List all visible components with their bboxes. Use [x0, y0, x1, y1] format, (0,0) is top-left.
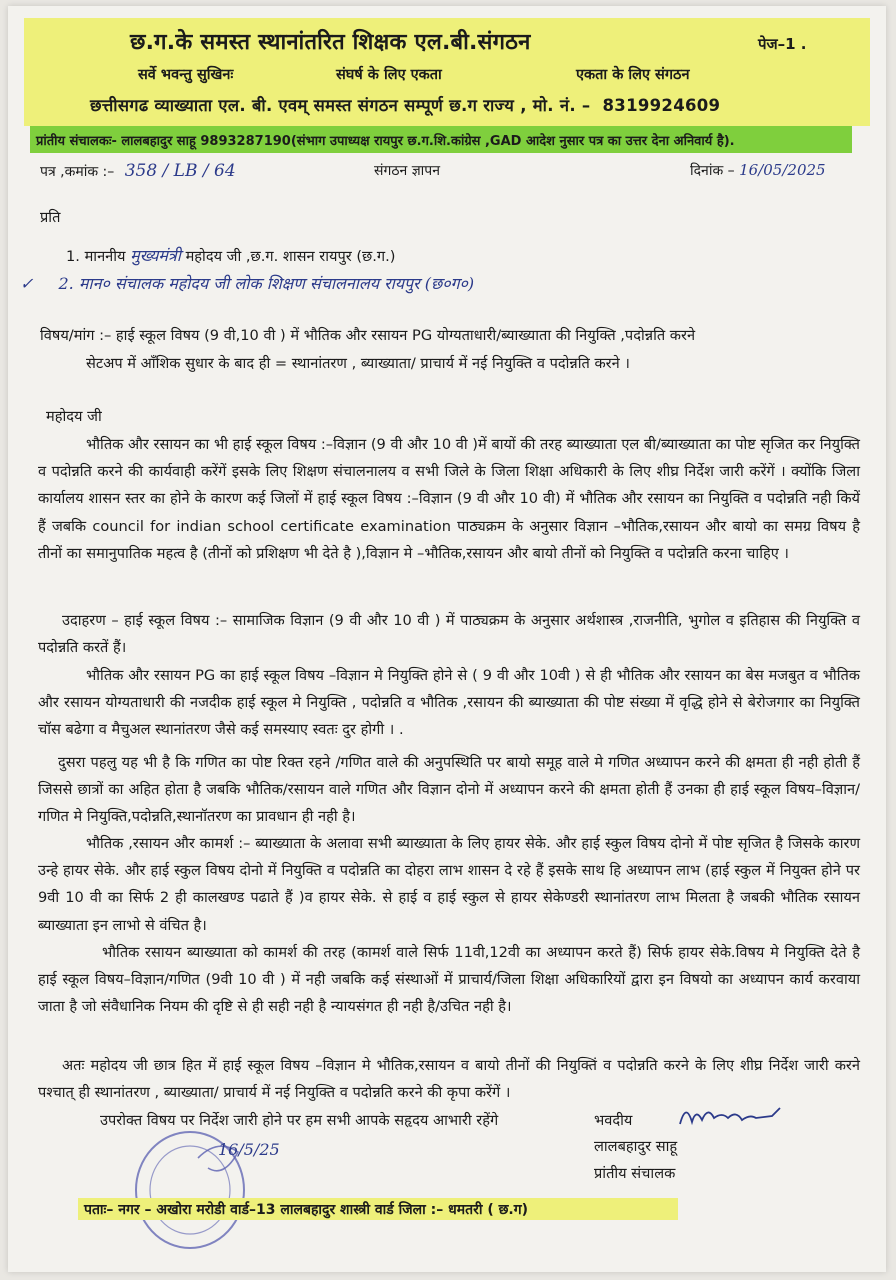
body-paragraph-1 — [38, 431, 860, 567]
document-type: संगठन ज्ञापन — [374, 163, 441, 179]
letter-number-value: 358 / LB / 64 — [124, 161, 236, 181]
recipient-1-hand: मुख्यमंत्री — [130, 246, 181, 265]
page-label: पेज–1 . — [758, 35, 807, 53]
subject-line-2: सेटअप में आँशिक सुधार के बाद ही = स्थानांतरण , ब्याख्याता/ प्राचार्य में नई नियुक्ति व पदोन्नति करने । — [86, 355, 630, 372]
body-paragraph-5-text: भौतिक ,रसायन और कामर्श :– ब्याख्याता के अलावा सभी ब्याख्याता के लिए हायर सेके. और हाई स्कुल विषय दोनो में पोष्ट सृजित है जिसके कारण उन्हे हायर सेके. और हाई स्कुल विषय दोनो में नियुक्ति व पदोन्नति का दोहरा लाभ शासन दे रहे हैं इसके साथ हि अध्यापन लाभ (हाई स्कुल में नियुक्त होने पर 9वी 10 वी का सिर्फ 2 ही कालखण्ड पढाते हैं )व हायर सेके. से हाई व हाई स्कुल से हायर सेकेण्डरी स्थानांतरण लाभ मिलता है जबकी भौतिक रसायन ब्याख्याता इन लाभो से वंचित है। — [38, 835, 860, 934]
subject-line-1: विषय/मांग :– हाई स्कूल विषय (9 वी,10 वी ) में भौतिक और रसायन PG योग्यताधारी/ब्याख्याता की नियुक्ति ,पदोन्नति करने — [40, 327, 696, 344]
date-value: 16/05/2025 — [739, 161, 826, 179]
salutation: महोदय जी — [46, 408, 102, 425]
recipient-1-prefix: 1. माननीय — [66, 248, 126, 265]
recipient-2 — [20, 272, 474, 294]
body-paragraph-1-text: भौतिक और रसायन का भी हाई स्कूल विषय :–विज्ञान (9 वी और 10 वी )में बायों की तरह ब्याख्याता एल बी/ब्याख्याता का पोष्ट सृजित कर नियुक्ति व पदोन्नति करने की कार्यवाही करेंगें इसके लिए शिक्षण संचालनालय व सभी जिले के जिला शिक्षा अधिकारी के लिए शीघ्र निर्देश जारी करेंगें । क्योंकि जिला कार्यालय शासन स्तर का होने के कारण कई जिलों में हाई स्कूल विषय :–विज्ञान (9 वी और 10 वी) में भौतिक और रसायन का नियुक्ति व पदोन्नति नही कियें हैं जबकि council for indian school certificate examination पाठ्यक्रम के अनुसार विज्ञान –भौतिक,रसायन और बायो का समग्र विषय है तीनों का समानुपातिक महत्व है (तीनों को प्रशिक्षण भी देते है ),विज्ञान मे –भौतिक,रसायन और बायो तीनों को नियुक्ति व पदोन्नति करना चाहिए । — [38, 436, 860, 562]
date-label: दिनांक – — [690, 163, 735, 179]
letter-number-label: पत्र ,कमांक :– — [40, 164, 115, 180]
signatory-name: लालबहादुर साहू — [594, 1138, 678, 1155]
recipient-1 — [66, 244, 395, 266]
motto-3: एकता के लिए संगठन — [576, 67, 690, 83]
closing-line: उपरोक्त विषय पर निर्देश जारी होने पर हम सभी आपके सहृदय आभारी रहेंगे — [100, 1112, 499, 1129]
recipient-1-suffix: महोदय जी ,छ.ग. शासन रायपुर (छ.ग.) — [185, 248, 396, 265]
body-paragraph-4 — [38, 749, 860, 831]
recipient-2-hand: 2. मान० संचालक महोदय जी लोक शिक्षण संचालनालय रायपुर (छ०ग०) — [58, 274, 475, 293]
body-paragraph-6 — [38, 939, 860, 1021]
body-paragraph-4-text: दुसरा पहलु यह भी है कि गणित का पोष्ट रिक्त रहने /गणित वाले की अनुपस्थिति पर बायो समूह वाले मे गणित अध्यापन करने की क्षमता ही नही होती हैं जिससे छात्रों का अहित होता है जबकि भौतिक/रसायन वाले गणित और विज्ञान दोनो में अध्यापन करने की क्षमता होती हैं उनका ही हाई स्कूल विषय–विज्ञान/गणित मे नियुक्ति,पदोन्नति,स्थानॉतरण का प्रावधान ही नही है। — [38, 754, 860, 826]
motto-2: संघर्ष के लिए एकता — [336, 67, 442, 83]
body-paragraph-6-text: भौतिक रसायन ब्याख्याता को कामर्श की तरह (कामर्श वाले सिर्फ 11वी,12वी का अध्यापन करते हैं) सिर्फ हायर सेके.विषय मे नियुक्ति देते है हाई स्कूल विषय–विज्ञान/गणित (9वी 10 वी ) में नही जबकि कई संस्थाओं में प्राचार्य/जिला शिक्षा अधिकारियों द्वारा इन विषयो का अध्यापन कार्य करवाया जाता है जो संवैधानिक नियम की दृष्टि से ही सही नही है न्यायसंगत ही नही है/उचित नही है। — [38, 944, 860, 1016]
signatory-title: प्रांतीय संचालक — [594, 1165, 676, 1182]
body-paragraph-3 — [38, 662, 860, 744]
letter-date — [690, 161, 826, 180]
convener-line: प्रांतीय संचालकः- लालबहादुर साहू 9893287190(संभाग उपाध्यक्ष रायपुर छ.ग.शि.कांग्रेस ,GAD आदेश नुसार पत्र का उत्तर देना अनिवार्य है). — [36, 134, 735, 149]
organization-line-text: छत्तीसगढ व्याख्याता एल. बी. एवम् समस्त संगठन सम्पूर्ण छ.ग राज्य , मो. नं. – — [90, 96, 591, 115]
footer-address: पताः– नगर – अखोरा मरोडी वार्ड–13 लालबहादुर शास्त्री वार्ड जिला :– धमतरी ( छ.ग) — [84, 1202, 528, 1218]
organization-phone: 8319924609 — [602, 96, 721, 115]
check-mark-icon: ✓ — [20, 274, 34, 293]
yours-faithfully: भवदीय — [594, 1112, 633, 1129]
body-paragraph-5 — [38, 830, 860, 939]
body-paragraph-3-text: भौतिक और रसायन PG का हाई स्कूल विषय –विज्ञान मे नियुक्ति होने से ( 9 वी और 10वी ) से ही भौतिक और रसायन का बेस मजबुत व भौतिक और रसायन योग्यताधारी की नजदीक हाई स्कूल मे नियुक्ति , पदोन्नति व भौतिक ,रसायन की ब्याख्याता की पोष्ट संख्या में वृद्धि होने से बेरोजगार का नियुक्ति चॉस बढेगा व मैचुअल स्थानांतरण जैसे कई समस्याए स्वतः दुर होगी । . — [38, 667, 860, 739]
body-paragraph-2 — [38, 607, 860, 661]
body-paragraph-2-text: उदाहरण – हाई स्कूल विषय :– सामाजिक विज्ञान (9 वी और 10 वी ) में पाठ्यक्रम के अनुसार अर्थशास्त्र ,राजनीति, भुगोल व इतिहास की नियुक्ति व पदोन्नति करतें हैं। — [38, 612, 860, 657]
organization-line — [90, 93, 720, 116]
motto-1: सर्वे भवन्तु सुखिनः — [138, 67, 234, 83]
to-label: प्रति — [40, 209, 61, 226]
organization-title: छ.ग.के समस्त स्थानांतरित शिक्षक एल.बी.संगठन — [130, 30, 531, 55]
office-stamp-image — [128, 1118, 278, 1258]
signature-image — [676, 1098, 786, 1134]
body-paragraph-7-text: अतः महोदय जी छात्र हित में हाई स्कूल विषय –विज्ञान मे भौतिक,रसायन व बायो तीनों की नियुक्तिं व पदोन्नति करने के लिए शीघ्र निर्देश जारी करने पश्चात् ही स्थानांतरण , ब्याख्याता/ प्राचार्य में नई नियुक्ति व पदोन्नति करने की कृपा करेंगें । — [38, 1057, 860, 1102]
letter-number — [40, 161, 236, 181]
stamp-date-note: 16/5/25 — [218, 1140, 280, 1159]
